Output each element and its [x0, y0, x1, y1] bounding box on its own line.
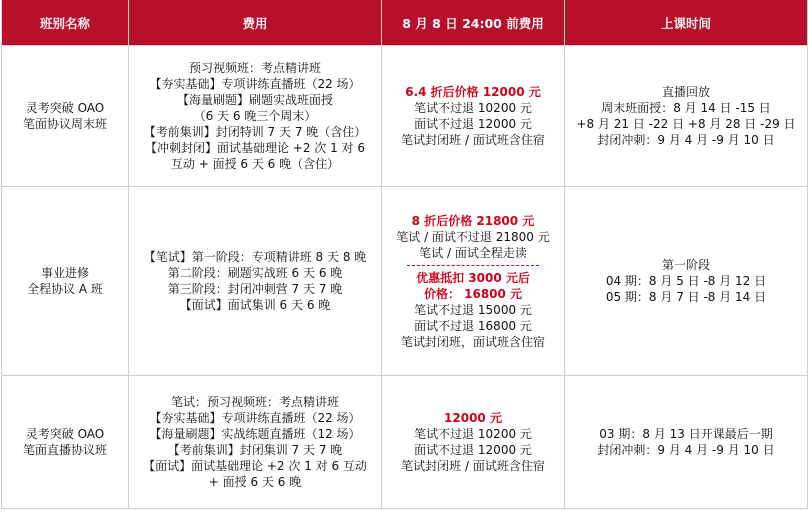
schedule-line: 第一阶段	[661, 258, 710, 272]
early-fee-line: 面试不过退 12000 元	[414, 117, 532, 131]
fee-cell	[129, 187, 382, 376]
table-row	[2, 187, 808, 376]
class-name-line: 灵考突破 OAO	[25, 427, 105, 441]
early-fee-line: 笔试 / 面试全程走读	[419, 245, 527, 260]
fee-line: 【考前集训】封闭特训 7 天 7 晚（含住）	[143, 125, 367, 139]
class-name-line: 笔面直播协议班	[22, 443, 107, 457]
early-fee-cell	[382, 376, 565, 509]
fee-line: 【海量刷题】刷题实战班面授	[176, 93, 333, 107]
fee-cell	[129, 46, 382, 187]
fee-line: 第三阶段：封闭冲刺营 7 天 7 晚	[167, 282, 343, 296]
early-fee-line: 面试不过退 12000 元	[414, 443, 532, 457]
schedule-line: +8 月 21 日 -22 日 +8 月 28 日 -29 日	[576, 117, 796, 131]
header-row	[2, 0, 808, 46]
schedule-line: 03 期：8 月 13 日开课最后一期	[599, 427, 773, 441]
deduction-price: 优惠抵扣 3000 元后	[416, 270, 530, 285]
schedule-line: 05 期：8 月 7 日 -8 月 14 日	[605, 290, 767, 304]
table-row	[2, 46, 808, 187]
fee-line: 预习视频班：考点精讲班	[188, 61, 321, 75]
schedule-line: 封闭冲刺：9 月 4 月 -9 月 10 日	[597, 133, 775, 147]
early-fee-line: 面试不过退 16800 元	[414, 318, 532, 333]
header-class-name: 班别名称	[2, 0, 129, 46]
fee-line: 【夯实基础】专项讲练直播班（22 场）	[149, 411, 361, 425]
early-fee-cell	[382, 46, 565, 187]
fee-line: 互动 + 面授 6 天 6 晚（含住）	[170, 157, 340, 171]
discount-price: 12000 元	[444, 411, 502, 425]
header-fee: 费用	[129, 0, 382, 46]
fee-line: （6 天 6 晚三个周末）	[193, 109, 317, 123]
early-fee-line: 笔试不过退 15000 元	[414, 302, 532, 317]
deduction-price: 价格： 16800 元	[423, 286, 523, 301]
class-name-line: 事业进修	[40, 266, 89, 280]
fee-line: 【夯实基础】专项讲练直播班（22 场）	[149, 77, 361, 91]
early-fee-line: 笔试不过退 10200 元	[414, 101, 532, 115]
early-fee-line: 笔试封闭班，面试班含住宿	[400, 334, 545, 349]
early-fee-line: 笔试封闭班 / 面试班含住宿	[401, 459, 545, 473]
early-fee-line: 笔试封闭班 / 面试班含住宿	[401, 133, 545, 147]
dashed-divider	[407, 265, 539, 266]
schedule-line: 周末班面授：8 月 14 日 -15 日	[601, 101, 771, 115]
fee-line: 笔试：预习视频班：考点精讲班	[170, 395, 339, 409]
fee-line: + 面授 6 天 6 晚	[208, 475, 302, 489]
fee-line: 【冲刺封闭】面试基础理论 +2 次 1 对 6	[144, 141, 366, 155]
header-schedule: 上课时间	[565, 0, 808, 46]
early-fee-cell	[382, 187, 565, 376]
fee-line: 【考前集训】封闭集训 7 天 7 晚	[167, 443, 343, 457]
schedule-line: 封闭冲刺：9 月 4 月 -9 月 10 日	[597, 443, 775, 457]
class-name-cell	[2, 46, 129, 187]
discount-price: 6.4 折后价格 12000 元	[405, 85, 541, 99]
fee-line: 【笔试】第一阶段：专项精讲班 8 天 8 晚	[143, 250, 367, 264]
discount-price: 8 折后价格 21800 元	[411, 213, 535, 228]
fee-line: 【面试】面试基础理论 +2 次 1 对 6 互动	[143, 459, 367, 473]
schedule-line: 直播回放	[661, 85, 710, 99]
class-name-line: 笔面协议周末班	[22, 117, 107, 131]
class-name-cell	[2, 187, 129, 376]
class-name-line: 灵考突破 OAO	[25, 101, 105, 115]
schedule-line: 04 期：8 月 5 日 -8 月 12 日	[605, 274, 767, 288]
early-fee-line: 笔试不过退 10200 元	[414, 427, 532, 441]
schedule-cell	[565, 46, 808, 187]
course-fee-table	[1, 0, 808, 509]
schedule-cell	[565, 376, 808, 509]
fee-line: 【海量刷题】实战练题直播班（12 场）	[149, 427, 361, 441]
class-name-cell	[2, 376, 129, 509]
fee-cell	[129, 376, 382, 509]
class-name-line: 全程协议 A 班	[27, 282, 103, 296]
header-early-fee: 8 月 8 日 24:00 前费用	[382, 0, 565, 46]
schedule-cell	[565, 187, 808, 376]
table-row	[2, 376, 808, 509]
fee-line: 第二阶段：刷题实战班 6 天 6 晚	[167, 266, 343, 280]
early-fee-line: 笔试 / 面试不过退 21800 元	[396, 229, 550, 244]
fee-line: 【面试】面试集训 6 天 6 晚	[179, 298, 331, 312]
